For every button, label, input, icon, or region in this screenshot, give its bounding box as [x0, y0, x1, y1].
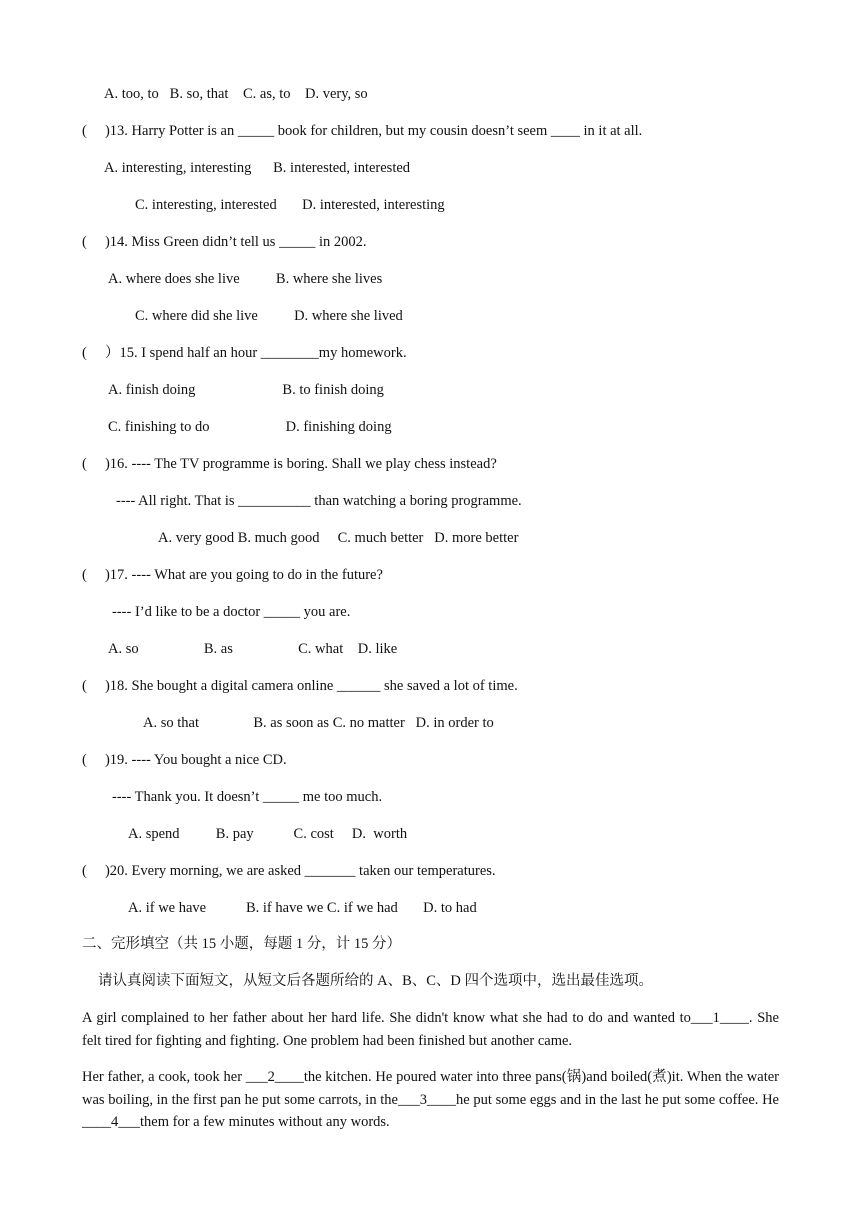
section2-heading: 二、完形填空（共 15 小题，每题 1 分，计 15 分）	[82, 936, 401, 952]
q13-stem: ( )13. Harry Potter is an _____ book for children, but my cousin doesn’t seem ____ in it at all.	[82, 123, 643, 139]
q17-stem: ( )17. ---- What are you going to do in the future?	[82, 567, 383, 583]
passage-paragraph-1: A girl complained to her father about her hard life. She didn't know what she had to do and wanted to___1____. She felt tired for fighting and fighting. One problem had been finished but another came.	[82, 1010, 779, 1049]
q16-options: A. very good B. much good C. much better D. more better	[158, 530, 519, 546]
q15-options-cd: C. finishing to do D. finishing doing	[108, 419, 392, 435]
q17-options: A. so B. as C. what D. like	[108, 641, 398, 657]
q20-stem: ( )20. Every morning, we are asked _______ taken our temperatures.	[82, 863, 496, 879]
q17-reply: ---- I’d like to be a doctor _____ you are.	[112, 604, 351, 620]
q19-reply: ---- Thank you. It doesn’t _____ me too much.	[112, 789, 383, 805]
q20-options: A. if we have B. if have we C. if we had D. to had	[128, 900, 477, 916]
q15-options-ab: A. finish doing B. to finish doing	[108, 382, 384, 398]
q14-options-ab: A. where does she live B. where she lives	[108, 271, 383, 287]
section2-instruction: 请认真阅读下面短文，从短文后各题所给的 A、B、C、D 四个选项中，选出最佳选项。	[98, 973, 654, 989]
q18-options: A. so that B. as soon as C. no matter D. in order to	[143, 715, 494, 731]
passage-paragraph-2: Her father, a cook, took her ___2____the kitchen. He poured water into three pans(锅)and boiled(煮)it. When the water was boiling, in the first pan he put some carrots, in the___3____he put some eggs and in the last he put some coffee. He ____4___them for a few minutes without any words.	[82, 1069, 779, 1130]
q13-options-ab: A. interesting, interesting B. interested, interested	[104, 160, 411, 176]
q14-stem: ( )14. Miss Green didn’t tell us _____ in 2002.	[82, 234, 367, 250]
q19-options: A. spend B. pay C. cost D. worth	[128, 826, 408, 842]
q12-options: A. too, to B. so, that C. as, to D. very, so	[104, 86, 368, 102]
q14-options-cd: C. where did she live D. where she lived	[135, 308, 403, 324]
q16-reply: ---- All right. That is __________ than watching a boring programme.	[116, 493, 522, 509]
q18-stem: ( )18. She bought a digital camera online ______ she saved a lot of time.	[82, 678, 518, 694]
q13-options-cd: C. interesting, interested D. interested, interesting	[135, 197, 445, 213]
q16-stem: ( )16. ---- The TV programme is boring. Shall we play chess instead?	[82, 456, 497, 472]
q19-stem: ( )19. ---- You bought a nice CD.	[82, 752, 287, 768]
q15-stem: ( ）15. I spend half an hour ________my homework.	[82, 345, 407, 361]
